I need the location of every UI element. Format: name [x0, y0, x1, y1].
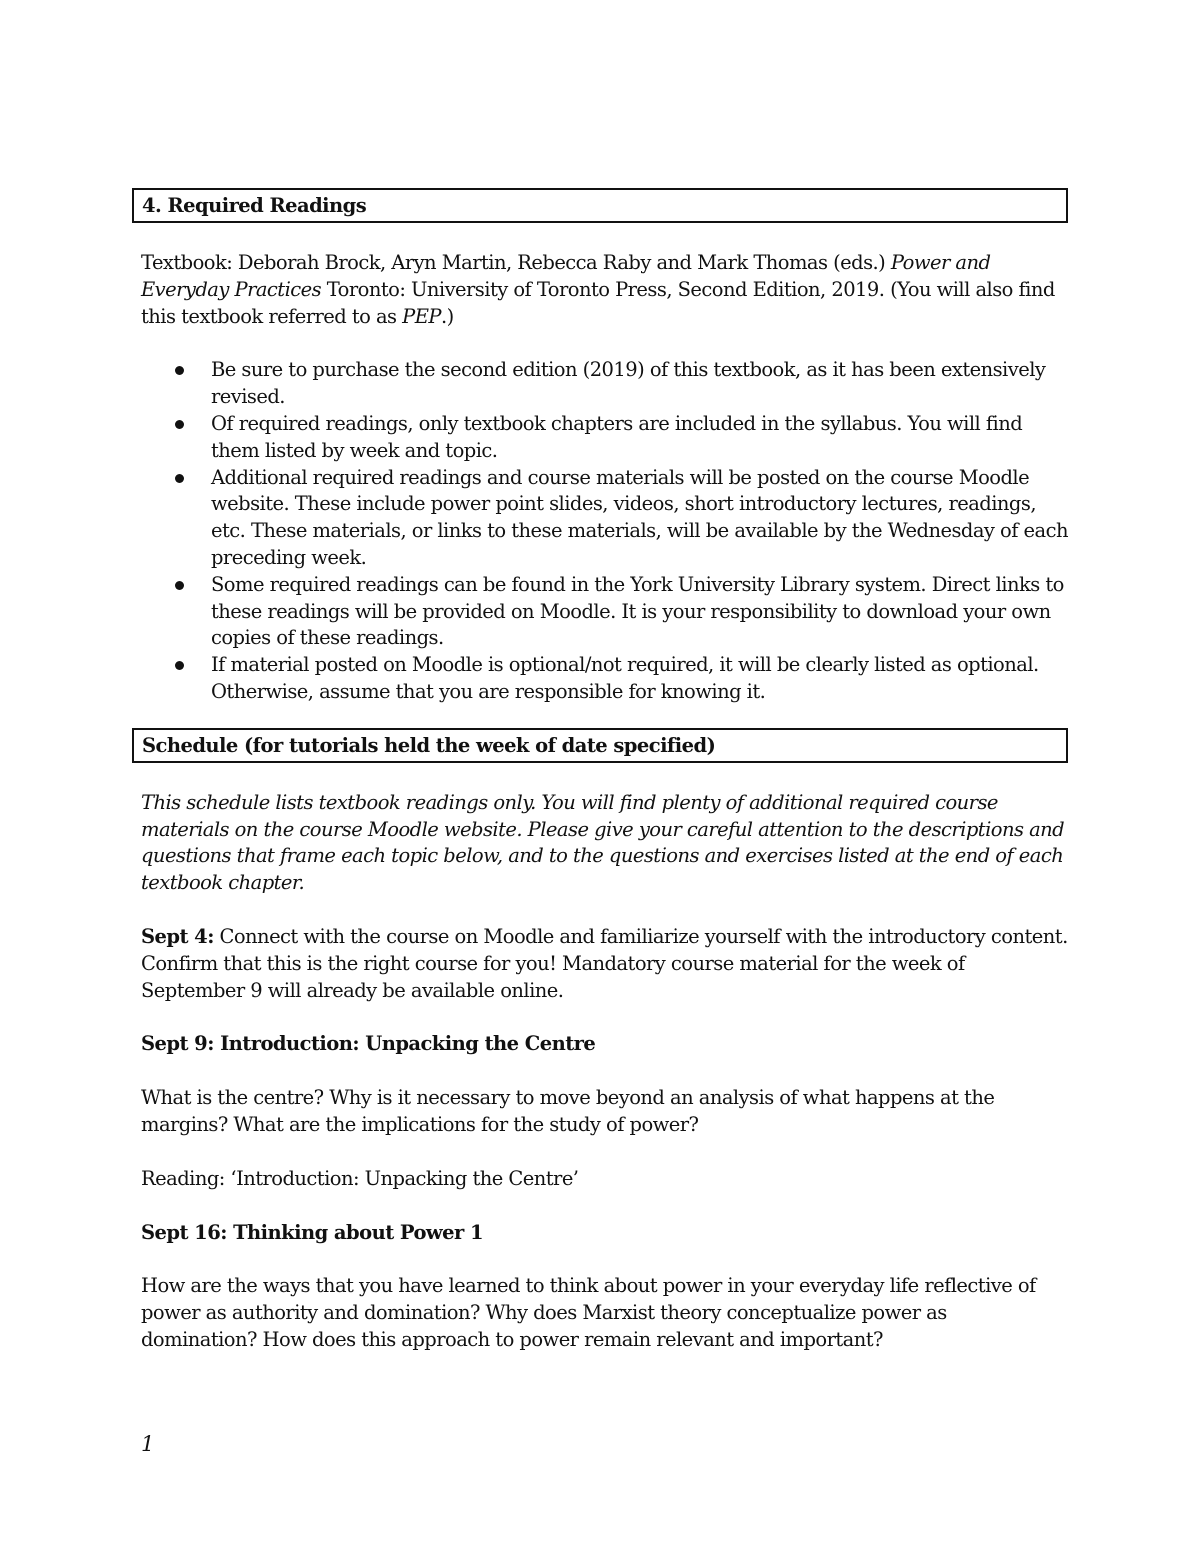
- textbook-abbr: PEP: [402, 304, 441, 328]
- required-readings-heading: [132, 188, 1068, 223]
- list-item-text: Be sure to purchase the second edition (2019) of this textbook, as it has been extensively revised.: [211, 358, 1046, 409]
- schedule-heading-text: Schedule (for tutorials held the week of date specified): [142, 733, 716, 757]
- textbook-paragraph: [141, 250, 1068, 330]
- textbook-prefix: Textbook: Deborah Brock, Aryn Martin, Rebecca Raby and Mark Thomas (eds.): [141, 251, 891, 274]
- textbook-details: Toronto: University of Toronto Press, Second Edition, 2019. (You will also find this textbook referred to as: [141, 277, 1055, 328]
- sept4-paragraph: [141, 924, 1068, 1004]
- sept16-heading: Sept 16: Thinking about Power 1: [141, 1220, 484, 1244]
- list-item: [141, 652, 1068, 706]
- bullet-icon: [175, 661, 184, 670]
- schedule-intro: This schedule lists textbook readings only. You will find plenty of additional required course materials on the course Moodle website. Please give your careful attention to the descriptions and questions that frame each topic below, and to the questions and exercises listed at the end of each textbook chapter.: [141, 790, 1065, 895]
- list-item-text: Of required readings, only textbook chapters are included in the syllabus. You will find them listed by week and topic.: [211, 411, 1023, 462]
- schedule-body: [132, 790, 1068, 1354]
- sept9-reading: Reading: ‘Introduction: Unpacking the Centre’: [141, 1166, 579, 1190]
- sept4-label: Sept 4:: [141, 924, 214, 948]
- sept9-heading: Sept 9: Introduction: Unpacking the Centre: [141, 1032, 596, 1056]
- list-item-text: If material posted on Moodle is optional/not required, it will be clearly listed as optional. Otherwise, assume that you are responsible for knowing it.: [211, 653, 1039, 703]
- required-readings-list: [141, 357, 1068, 705]
- required-readings-heading-text: 4. Required Readings: [142, 194, 367, 217]
- textbook-close: .): [441, 304, 454, 328]
- list-item-text: Some required readings can be found in the York University Library system. Direct links to these readings will be provided on Moodle. It is your responsibility to download your own copies of these readings.: [211, 572, 1064, 650]
- bullet-icon: [175, 581, 184, 590]
- schedule-heading: [132, 728, 1068, 763]
- bullet-icon: [175, 366, 184, 375]
- list-item: [141, 411, 1068, 465]
- page-number: 1: [141, 1432, 155, 1456]
- list-item-text: Additional required readings and course materials will be posted on the course Moodle website. These include power point slides, videos, short introductory lectures, readings, etc. These materials, or links to these materials, will be available by the Wednesday of each preceding week.: [211, 465, 1068, 569]
- bullet-icon: [175, 474, 184, 483]
- list-item: [141, 572, 1068, 652]
- sept9-questions: What is the centre? Why is it necessary to move beyond an analysis of what happens at the margins? What are the implications for the study of power?: [141, 1086, 995, 1136]
- list-item: [141, 465, 1068, 572]
- sept16-questions: How are the ways that you have learned to think about power in your everyday life reflective of power as authority and domination? Why does Marxist theory conceptualize power as domination? How does this approach to power remain relevant and important?: [141, 1274, 1036, 1351]
- sept4-text: Connect with the course on Moodle and familiarize yourself with the introductory content. Confirm that this is the right course for you! Mandatory course material for the week of September 9 will already be available online.: [141, 924, 1068, 1002]
- required-readings-body: [132, 250, 1068, 706]
- page-content: [132, 188, 1068, 1354]
- list-item: [141, 357, 1068, 411]
- bullet-icon: [175, 420, 184, 429]
- textbook-title: Power and Everyday Practices: [141, 251, 991, 301]
